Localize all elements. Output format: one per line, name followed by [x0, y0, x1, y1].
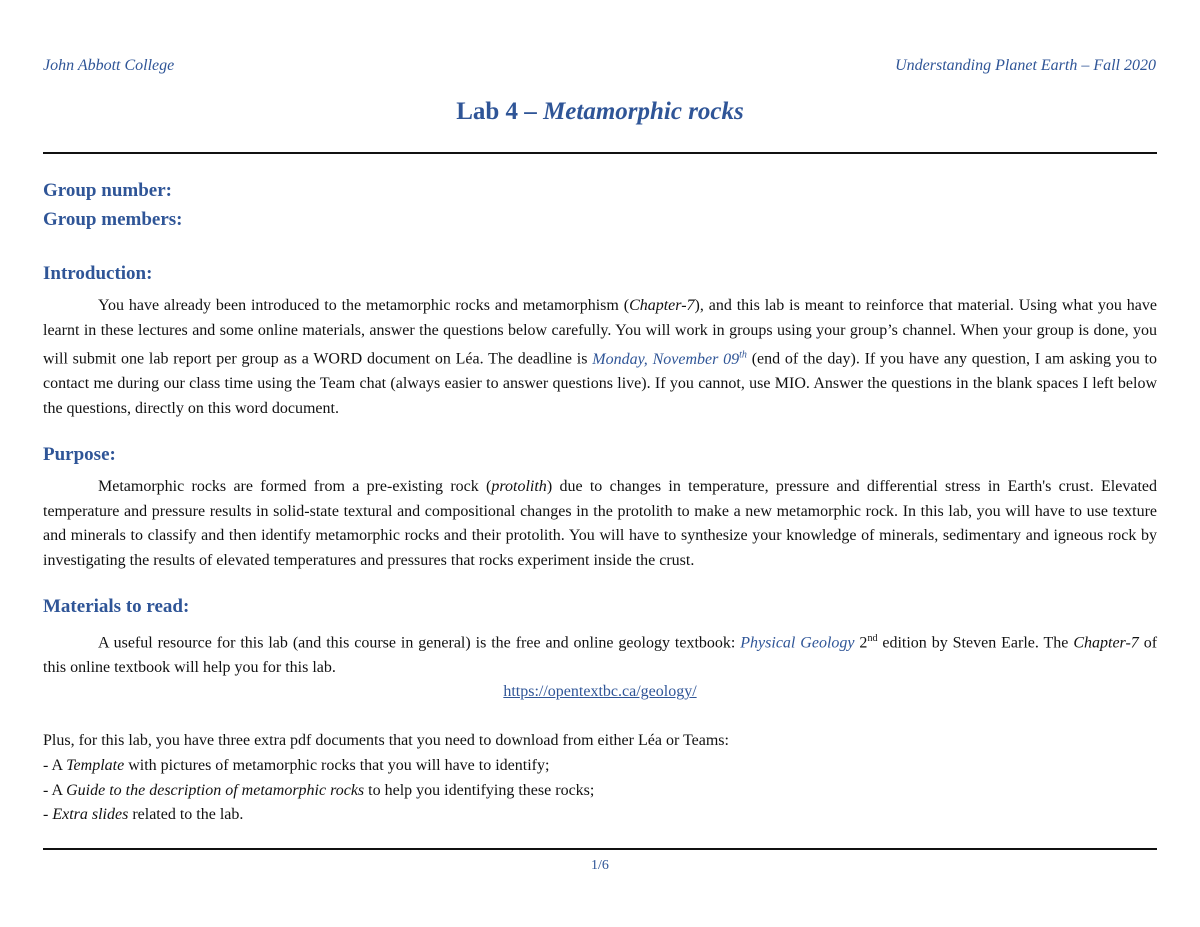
list-item-em: Guide to the description of metamorphic rocks: [66, 781, 365, 799]
deadline-sup: th: [739, 349, 747, 361]
list-item-prefix: -: [43, 806, 53, 824]
purpose-text-1: Metamorphic rocks are formed from a pre-existing rock (: [98, 477, 492, 495]
materials-text-2: 2: [854, 633, 868, 651]
footer-divider: [43, 848, 1157, 850]
group-members-label: Group members:: [43, 209, 183, 230]
list-item-prefix: - A: [43, 756, 67, 774]
list-item-text: to help you identifying these rocks;: [364, 781, 595, 799]
list-item-em: Extra slides: [52, 806, 129, 824]
list-item-text: with pictures of metamorphic rocks that you will have to identify;: [124, 756, 550, 774]
textbook-title: Physical Geology: [740, 633, 855, 651]
edition-sup: nd: [867, 632, 878, 644]
intro-text-2: ), and this lab is meant to reinforce that material. Using what you have learnt in these lectures and some online materials, answer the questions below carefully. You will work in groups using your group’s channel. When your group is done, you will submit one lab report per group as a WORD document on Léa. The deadline is: [43, 297, 1157, 368]
materials-chapter: Chapter-7: [1073, 633, 1139, 651]
title-italic: Metamorphic rocks: [543, 98, 744, 125]
header-college: John Abbott College: [43, 57, 175, 74]
materials-text-4: of this online textbook will help you for this lab.: [43, 633, 1158, 676]
list-item: [43, 779, 1157, 804]
group-number-label: Group number:: [43, 180, 172, 201]
intro-text-1: You have already been introduced to the metamorphic rocks and metamorphism (: [98, 297, 630, 314]
purpose-text-2: ) due to changes in temperature, pressure and differential stress in Earth's crust. Elevated temperature and pressure results in solid-state textural and compositional changes in the protolith to make a new metamorphic rock. In this lab, you will have to use texture and minerals to classify and then identify metamorphic rocks and their protolith. You will have to synthesize your knowledge of minerals, sedimentary and igneous rock by investigating the results of elevated temperatures and pressures that rocks experiment inside the crust.: [43, 477, 1158, 569]
plus-text: Plus, for this lab, you have three extra pdf documents that you need to download from either Léa or Teams:: [43, 732, 729, 750]
document-body: [43, 176, 1157, 828]
materials-paragraph: [43, 627, 1157, 681]
page-number: 1/6: [591, 858, 609, 873]
materials-text-1: A useful resource for this lab (and this course in general) is the free and online geology textbook:: [98, 633, 741, 651]
textbook-link[interactable]: https://opentextbc.ca/geology/: [503, 683, 697, 701]
introduction-heading: Introduction:: [43, 263, 153, 284]
title-divider: [43, 152, 1157, 154]
page-title: [0, 98, 1200, 126]
list-item-prefix: - A: [43, 781, 67, 799]
list-item: [43, 754, 1157, 779]
textbook-link-row: [43, 680, 1157, 705]
intro-text-3: (end of the day). If you have any question, I am asking you to contact me during our class time using the Team chat (always easier to answer questions live). If you cannot, use MIO. Answer the questions in the blank spaces I left below the questions, directly on this word document.: [43, 350, 1157, 418]
deadline-text: Monday, November 09: [592, 350, 740, 368]
list-item-em: Template: [66, 756, 125, 774]
introduction-paragraph: [43, 294, 1157, 422]
title-prefix: Lab 4 –: [456, 98, 544, 125]
list-item: [43, 803, 1157, 828]
materials-text-3: edition by Steven Earle. The: [877, 633, 1074, 651]
purpose-protolith: protolith: [491, 477, 547, 495]
purpose-heading: Purpose:: [43, 443, 116, 465]
materials-heading: Materials to read:: [43, 595, 190, 617]
purpose-paragraph: [43, 475, 1157, 574]
deadline-date: [592, 351, 747, 368]
list-item-text: related to the lab.: [128, 806, 244, 824]
header-course: Understanding Planet Earth – Fall 2020: [895, 57, 1156, 74]
intro-chapter: Chapter-7: [629, 297, 695, 314]
